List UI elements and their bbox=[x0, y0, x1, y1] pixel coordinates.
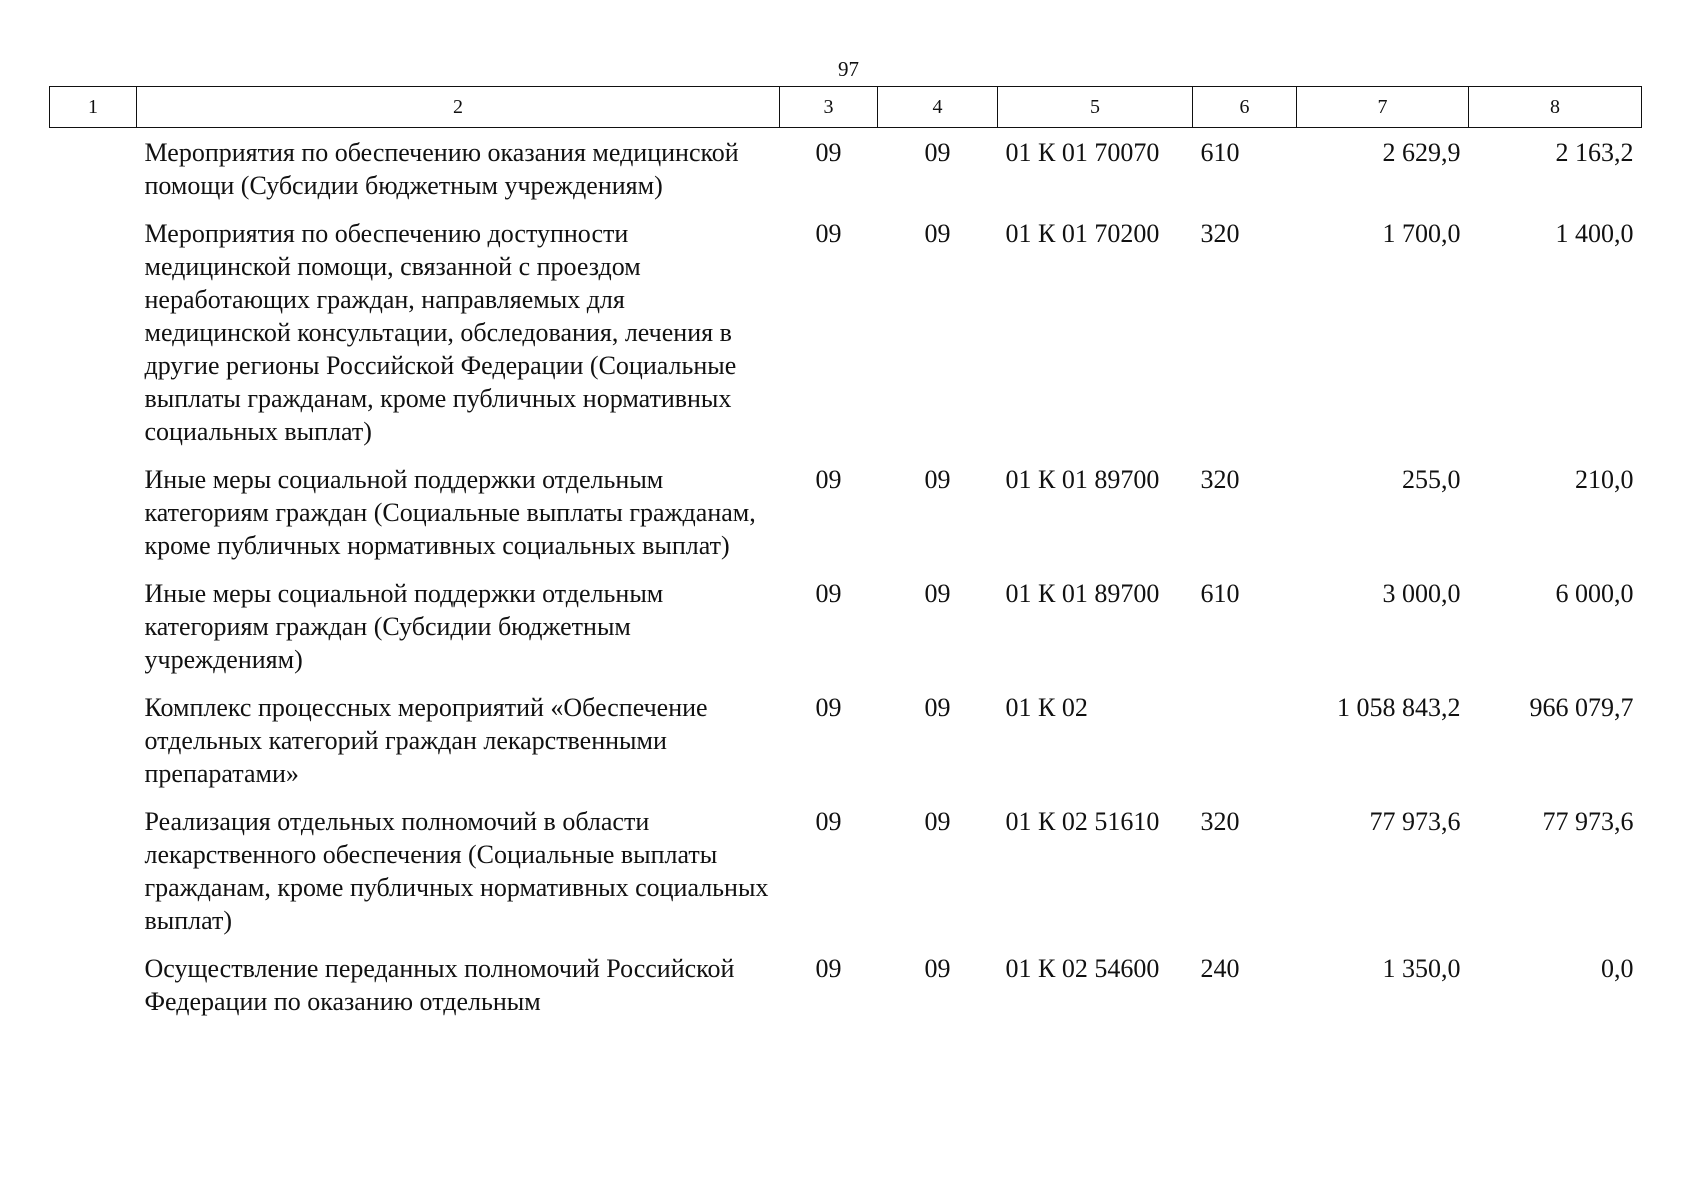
row-name: Комплекс процессных мероприятий «Обеспечение отдельных категорий граждан лекарственными препаратами» bbox=[144, 693, 708, 788]
row-col1 bbox=[50, 217, 137, 463]
row-name: Реализация отдельных полномочий в области лекарственного обеспечения (Социальные выплаты гражданам, кроме публичных нормативных социальных выплат) bbox=[144, 807, 769, 935]
row-amount-2: 210,0 bbox=[1575, 465, 1634, 494]
page-number: 97 bbox=[838, 57, 859, 81]
row-target-article: 01 К 01 70070 bbox=[1005, 138, 1160, 167]
row-expense-type: 610 bbox=[1200, 579, 1240, 608]
row-expense-type: 320 bbox=[1200, 465, 1240, 494]
row-col1 bbox=[50, 463, 137, 577]
row-amount-2: 1 400,0 bbox=[1555, 219, 1634, 248]
row-amount-1: 1 700,0 bbox=[1382, 219, 1461, 248]
column-header-7: 7 bbox=[1297, 87, 1469, 128]
column-header-5: 5 bbox=[998, 87, 1193, 128]
row-target-article: 01 К 01 70200 bbox=[1005, 219, 1160, 248]
table-row bbox=[50, 128, 1642, 218]
table-header bbox=[50, 87, 1642, 128]
row-target-article: 01 К 01 89700 bbox=[1005, 465, 1160, 494]
row-target-article: 01 К 02 bbox=[1005, 693, 1088, 722]
row-expense-type bbox=[1193, 691, 1297, 805]
row-section: 09 bbox=[815, 219, 842, 248]
row-section: 09 bbox=[815, 693, 842, 722]
table-row bbox=[50, 577, 1642, 691]
row-col1 bbox=[50, 577, 137, 691]
table-row bbox=[50, 805, 1642, 952]
row-subsection: 09 bbox=[924, 219, 951, 248]
column-header-2: 2 bbox=[137, 87, 780, 128]
row-col1 bbox=[50, 128, 137, 218]
row-section: 09 bbox=[815, 138, 842, 167]
row-amount-2: 77 973,6 bbox=[1542, 807, 1634, 836]
row-expense-type: 320 bbox=[1200, 219, 1240, 248]
row-subsection: 09 bbox=[924, 954, 951, 983]
row-amount-1: 1 058 843,2 bbox=[1337, 693, 1461, 722]
row-name: Мероприятия по обеспечению доступности медицинской помощи, связанной с проездом неработающих граждан, направляемых для медицинской консультации, обследования, лечения в другие регионы Российской Федерации (Социальные выплаты гражданам, кроме публичных нормативных социальных выплат) bbox=[144, 219, 737, 446]
row-amount-1: 1 350,0 bbox=[1382, 954, 1461, 983]
row-amount-2: 6 000,0 bbox=[1555, 579, 1634, 608]
row-amount-2: 2 163,2 bbox=[1555, 138, 1634, 167]
column-header-6: 6 bbox=[1193, 87, 1297, 128]
row-target-article: 01 К 01 89700 bbox=[1005, 579, 1160, 608]
row-section: 09 bbox=[815, 465, 842, 494]
column-header-4: 4 bbox=[878, 87, 998, 128]
row-name: Осуществление переданных полномочий Российской Федерации по оказанию отдельным bbox=[144, 954, 735, 1016]
row-subsection: 09 bbox=[924, 138, 951, 167]
row-expense-type: 240 bbox=[1200, 954, 1240, 983]
budget-table bbox=[49, 86, 1642, 1033]
row-name: Иные меры социальной поддержки отдельным категориям граждан (Социальные выплаты гражданам, кроме публичных нормативных социальных выплат) bbox=[144, 465, 756, 560]
table-row bbox=[50, 952, 1642, 1033]
table-row bbox=[50, 217, 1642, 463]
row-section: 09 bbox=[815, 954, 842, 983]
row-amount-1: 2 629,9 bbox=[1382, 138, 1461, 167]
row-name: Иные меры социальной поддержки отдельным категориям граждан (Субсидии бюджетным учреждениям) bbox=[144, 579, 664, 674]
row-target-article: 01 К 02 54600 bbox=[1005, 954, 1160, 983]
row-expense-type: 610 bbox=[1200, 138, 1240, 167]
row-col1 bbox=[50, 805, 137, 952]
row-target-article: 01 К 02 51610 bbox=[1005, 807, 1160, 836]
row-subsection: 09 bbox=[924, 465, 951, 494]
row-section: 09 bbox=[815, 807, 842, 836]
row-name: Мероприятия по обеспечению оказания медицинской помощи (Субсидии бюджетным учреждениям) bbox=[144, 138, 739, 200]
row-amount-2: 0,0 bbox=[1601, 954, 1634, 983]
row-subsection: 09 bbox=[924, 807, 951, 836]
row-col1 bbox=[50, 691, 137, 805]
row-section: 09 bbox=[815, 579, 842, 608]
row-subsection: 09 bbox=[924, 693, 951, 722]
column-header-8: 8 bbox=[1469, 87, 1642, 128]
header-row bbox=[50, 87, 1642, 128]
row-col1 bbox=[50, 952, 137, 1033]
table-body bbox=[50, 128, 1642, 1034]
table-row bbox=[50, 691, 1642, 805]
row-amount-1: 3 000,0 bbox=[1382, 579, 1461, 608]
row-amount-1: 77 973,6 bbox=[1369, 807, 1461, 836]
row-expense-type: 320 bbox=[1200, 807, 1240, 836]
table-row bbox=[50, 463, 1642, 577]
row-subsection: 09 bbox=[924, 579, 951, 608]
row-amount-1: 255,0 bbox=[1402, 465, 1461, 494]
row-amount-2: 966 079,7 bbox=[1529, 693, 1634, 722]
column-header-1: 1 bbox=[50, 87, 137, 128]
column-header-3: 3 bbox=[780, 87, 878, 128]
